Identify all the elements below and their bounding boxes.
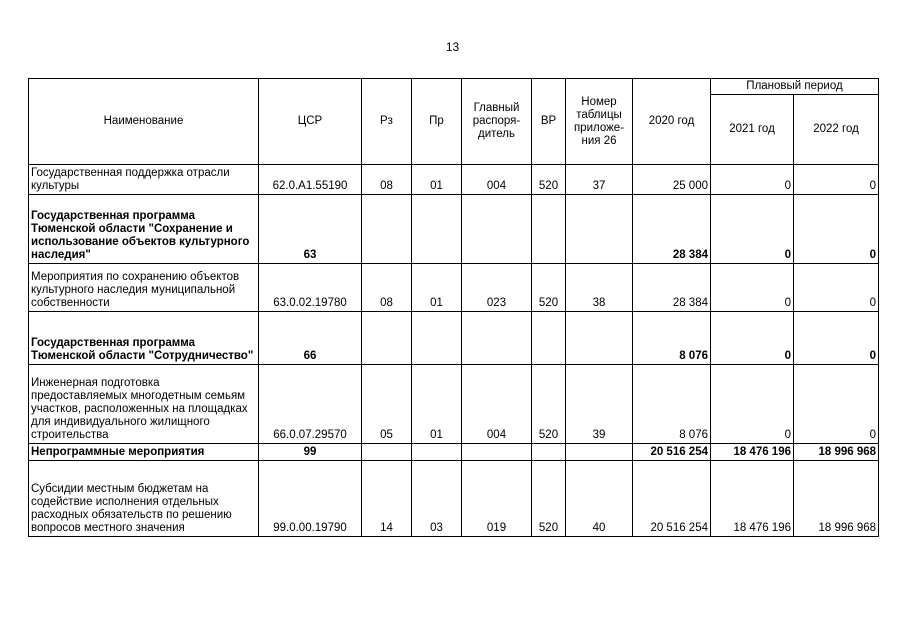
cell-rz (362, 444, 412, 461)
cell-y2021: 0 (711, 165, 794, 195)
cell-tab: 39 (566, 365, 633, 444)
cell-tab: 37 (566, 165, 633, 195)
cell-name: Инженерная подготовка предоставляемых многодетным семьям участков, расположенных на площадках для индивидуального жилищного строительства (29, 365, 259, 444)
cell-name: Государственная программа Тюменской области "Сохранение и использование объектов культурного наследия" (29, 195, 259, 264)
cell-rz: 08 (362, 264, 412, 312)
cell-y2020: 8 076 (633, 365, 711, 444)
cell-name: Государственная поддержка отрасли культуры (29, 165, 259, 195)
table-row (29, 165, 879, 195)
cell-tab (566, 312, 633, 365)
header-grbs: Главный распоря-дитель (462, 79, 532, 165)
page-number: 13 (445, 40, 460, 54)
table-row (29, 444, 879, 461)
cell-grbs: 004 (462, 365, 532, 444)
cell-tab (566, 195, 633, 264)
cell-pr (412, 312, 462, 365)
cell-y2020: 28 384 (633, 195, 711, 264)
cell-y2022: 0 (794, 312, 879, 365)
header-planned: Плановый период (711, 79, 879, 95)
cell-vr (532, 444, 566, 461)
cell-name: Субсидии местным бюджетам на содействие исполнения отдельных расходных обязательств по решению вопросов местного значения (29, 461, 259, 537)
cell-y2022: 0 (794, 365, 879, 444)
cell-rz: 14 (362, 461, 412, 537)
budget-table (28, 78, 879, 537)
cell-vr: 520 (532, 365, 566, 444)
cell-vr: 520 (532, 165, 566, 195)
cell-y2022: 0 (794, 264, 879, 312)
table-row (29, 365, 879, 444)
cell-csr: 66.0.07.29570 (259, 365, 362, 444)
cell-pr: 01 (412, 365, 462, 444)
cell-y2022: 0 (794, 195, 879, 264)
header-2020: 2020 год (633, 79, 711, 165)
cell-pr (412, 195, 462, 264)
cell-csr: 99.0.00.19790 (259, 461, 362, 537)
cell-y2022: 0 (794, 165, 879, 195)
cell-grbs (462, 444, 532, 461)
cell-y2022: 18 996 968 (794, 444, 879, 461)
cell-vr: 520 (532, 461, 566, 537)
cell-rz: 05 (362, 365, 412, 444)
cell-grbs (462, 195, 532, 264)
header-name: Наименование (29, 79, 259, 165)
cell-csr: 63.0.02.19780 (259, 264, 362, 312)
cell-csr: 99 (259, 444, 362, 461)
cell-grbs: 023 (462, 264, 532, 312)
cell-rz (362, 312, 412, 365)
cell-rz: 08 (362, 165, 412, 195)
cell-csr: 63 (259, 195, 362, 264)
cell-vr (532, 195, 566, 264)
table-row (29, 312, 879, 365)
cell-y2020: 20 516 254 (633, 461, 711, 537)
cell-rz (362, 195, 412, 264)
cell-name: Непрограммные мероприятия (29, 444, 259, 461)
cell-csr: 66 (259, 312, 362, 365)
cell-tab (566, 444, 633, 461)
header-csr: ЦСР (259, 79, 362, 165)
cell-grbs: 019 (462, 461, 532, 537)
cell-y2022: 18 996 968 (794, 461, 879, 537)
cell-tab: 40 (566, 461, 633, 537)
cell-name: Государственная программа Тюменской области "Сотрудничество" (29, 312, 259, 365)
cell-y2021: 18 476 196 (711, 444, 794, 461)
header-2022: 2022 год (794, 95, 879, 165)
cell-grbs (462, 312, 532, 365)
cell-pr: 03 (412, 461, 462, 537)
cell-vr (532, 312, 566, 365)
cell-pr (412, 444, 462, 461)
cell-y2020: 20 516 254 (633, 444, 711, 461)
cell-name: Мероприятия по сохранению объектов культурного наследия муниципальной собственности (29, 264, 259, 312)
cell-y2020: 28 384 (633, 264, 711, 312)
cell-csr: 62.0.А1.55190 (259, 165, 362, 195)
cell-grbs: 004 (462, 165, 532, 195)
header-table-no: Номер таблицы приложе-ния 26 (566, 79, 633, 165)
cell-y2021: 0 (711, 264, 794, 312)
cell-vr: 520 (532, 264, 566, 312)
cell-pr: 01 (412, 165, 462, 195)
cell-y2021: 18 476 196 (711, 461, 794, 537)
table-row (29, 461, 879, 537)
cell-tab: 38 (566, 264, 633, 312)
header-2021: 2021 год (711, 95, 794, 165)
table-row (29, 264, 879, 312)
cell-y2021: 0 (711, 312, 794, 365)
cell-y2020: 25 000 (633, 165, 711, 195)
header-vr: ВР (532, 79, 566, 165)
cell-y2021: 0 (711, 195, 794, 264)
header-rz: Рз (362, 79, 412, 165)
header-pr: Пр (412, 79, 462, 165)
cell-y2020: 8 076 (633, 312, 711, 365)
table-row (29, 195, 879, 264)
cell-pr: 01 (412, 264, 462, 312)
cell-y2021: 0 (711, 365, 794, 444)
